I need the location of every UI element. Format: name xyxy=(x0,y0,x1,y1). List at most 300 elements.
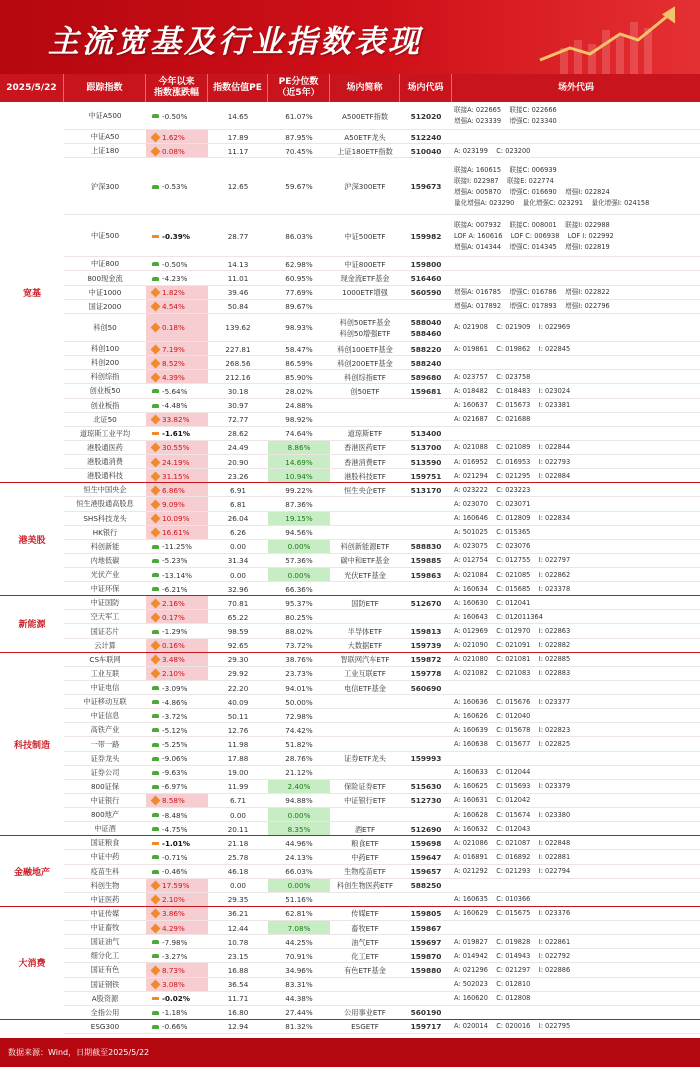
category-label: 宽基 xyxy=(0,102,64,483)
ytd-value: -0.53% xyxy=(162,182,188,192)
otc-codes xyxy=(452,144,700,158)
ytd-change xyxy=(146,822,208,836)
pe-percentile: 27.44% xyxy=(285,1008,313,1018)
etf-name: 中证银行ETF xyxy=(344,796,386,806)
otc-codes xyxy=(452,158,700,214)
index-name: 中证酒 xyxy=(94,824,116,834)
ytd-value: -1.29% xyxy=(162,627,188,637)
pe-percentile: 74.42% xyxy=(285,725,313,735)
index-name: 800证保 xyxy=(90,781,120,791)
etf-name xyxy=(330,413,400,427)
etf-name: 科创200ETF基金 xyxy=(337,358,393,368)
otc-code-line: A: 160626 C: 012040 xyxy=(454,711,531,720)
etf-name: 现金流ETF基金 xyxy=(340,274,390,283)
otc-codes xyxy=(452,399,700,413)
table-row xyxy=(0,723,700,737)
pe-value: 40.09 xyxy=(227,697,249,707)
etf-code: 159673 xyxy=(410,182,442,192)
up-arrow-icon xyxy=(151,146,161,156)
pe-percentile: 83.31% xyxy=(285,980,313,990)
etf-name: 工业互联ETF xyxy=(344,669,386,679)
down-arrow-icon xyxy=(152,700,159,704)
pe-percentile: 60.95% xyxy=(285,274,313,283)
down-arrow-icon xyxy=(152,686,159,690)
ytd-change xyxy=(146,850,208,864)
otc-codes xyxy=(452,780,700,794)
otc-code-line: A: 160625 C: 015693 I: 023379 xyxy=(454,782,571,791)
ytd-change xyxy=(146,1020,208,1034)
table-row xyxy=(0,780,700,794)
otc-code-line: A: 016891 C: 016892 I: 022881 xyxy=(454,852,571,861)
ytd-change xyxy=(146,512,208,526)
etf-code: 159657 xyxy=(410,867,442,877)
pe-percentile: 70.91% xyxy=(285,951,313,961)
pe-value: 16.80 xyxy=(227,1008,249,1018)
ytd-value: 17.59% xyxy=(162,881,190,891)
table-row xyxy=(0,865,700,879)
pe-value: 6.71 xyxy=(229,796,246,806)
ytd-value: -8.48% xyxy=(162,810,188,820)
down-arrow-icon xyxy=(152,630,159,634)
ytd-change xyxy=(146,257,208,271)
pe-percentile: 44.96% xyxy=(285,838,313,848)
pe-percentile: 72.98% xyxy=(285,711,313,721)
etf-code xyxy=(400,526,452,540)
table-row xyxy=(0,568,700,582)
otc-codes xyxy=(452,794,700,808)
pe-value: 12.65 xyxy=(227,182,249,192)
pe-percentile: 0.00% xyxy=(268,568,330,582)
etf-name xyxy=(330,512,400,526)
otc-code-line: A: 021084 C: 021085 I: 022862 xyxy=(454,570,571,579)
pe-percentile: 0.00% xyxy=(268,808,330,822)
ytd-value: 3.48% xyxy=(162,655,185,665)
etf-name: 保险证券ETF xyxy=(344,782,386,792)
ytd-value: 8.52% xyxy=(162,358,185,368)
banner-title: 主流宽基及行业指数表现 xyxy=(48,24,422,60)
table-row xyxy=(0,497,700,511)
etf-code xyxy=(400,766,452,780)
otc-code-line: 联接A: 007932 联接C: 008001 联接I: 022988 xyxy=(454,220,610,229)
etf-code: 510040 xyxy=(410,146,442,156)
pe-value: 92.65 xyxy=(227,641,249,651)
ytd-change xyxy=(146,949,208,963)
index-name: 国证芯片 xyxy=(90,626,120,636)
etf-name: 上证180ETF指数 xyxy=(337,146,393,156)
otc-codes xyxy=(452,1020,700,1034)
pe-value: 70.81 xyxy=(227,598,249,608)
pe-percentile: 23.73% xyxy=(285,669,313,679)
etf-name: 畜牧ETF xyxy=(351,923,379,933)
table-row xyxy=(0,907,700,921)
down-arrow-icon xyxy=(152,432,159,435)
index-name: 证券公司 xyxy=(90,767,120,777)
pe-value: 19.00 xyxy=(227,768,249,778)
otc-code-line: A: 021082 C: 021083 I: 022883 xyxy=(454,669,571,678)
pe-value: 14.65 xyxy=(227,111,249,121)
etf-name xyxy=(330,526,400,540)
ytd-change xyxy=(146,978,208,992)
index-name: 中证500 xyxy=(90,231,120,241)
ytd-change xyxy=(146,723,208,737)
pe-percentile: 62.98% xyxy=(285,259,313,269)
index-name: 中证医药 xyxy=(90,894,120,904)
ytd-change xyxy=(146,568,208,582)
otc-code-line: 联接A: 160615 联接C: 006939 xyxy=(454,165,557,174)
table-row xyxy=(0,399,700,413)
pe-percentile: 19.15% xyxy=(268,512,330,526)
ytd-value: 24.19% xyxy=(162,457,190,467)
pe-percentile: 28.76% xyxy=(285,754,313,764)
etf-name: 科创生物医药ETF xyxy=(336,881,394,891)
pe-value: 6.91 xyxy=(229,485,246,495)
ytd-change xyxy=(146,158,208,214)
otc-code-line: 增强A: 016785 增强C: 016786 增强I: 022822 xyxy=(454,288,610,297)
table-row xyxy=(0,526,700,540)
etf-code: 159751 xyxy=(410,471,442,481)
header-pct: PE分位数 （近5年） xyxy=(268,74,330,102)
etf-name: 电信ETF基金 xyxy=(344,683,386,693)
etf-code: 159993 xyxy=(410,754,442,764)
header-off: 场外代码 xyxy=(557,82,594,93)
pe-percentile: 2.40% xyxy=(268,780,330,794)
table-row xyxy=(0,879,700,893)
otc-codes xyxy=(452,370,700,384)
ytd-change xyxy=(146,483,208,497)
ytd-value: 2.10% xyxy=(162,669,185,679)
etf-code: 513590 xyxy=(410,457,442,467)
pe-value: 227.81 xyxy=(225,344,251,354)
pe-value: 212.16 xyxy=(225,372,251,382)
otc-codes xyxy=(452,723,700,737)
ytd-change xyxy=(146,963,208,977)
otc-codes xyxy=(452,992,700,1006)
up-arrow-icon xyxy=(151,612,161,622)
otc-code-line: A: 021908 C: 021909 I: 022969 xyxy=(454,323,571,332)
ytd-value: -0.71% xyxy=(162,852,188,862)
etf-code xyxy=(400,413,452,427)
category-label: 大消费 xyxy=(0,907,64,1020)
table-row xyxy=(0,427,700,441)
index-name: 国证2000 xyxy=(88,301,122,311)
table-row xyxy=(0,286,700,300)
down-arrow-icon xyxy=(152,997,159,1000)
pe-value: 98.59 xyxy=(227,627,249,637)
up-arrow-icon xyxy=(151,344,161,354)
banner xyxy=(0,0,700,74)
otc-codes xyxy=(452,850,700,864)
ytd-change xyxy=(146,907,208,921)
pe-value: 20.90 xyxy=(227,457,249,467)
pe-percentile: 28.02% xyxy=(285,386,313,396)
pe-value: 6.26 xyxy=(229,528,246,538)
header-date: 2025/5/22 xyxy=(0,74,64,102)
pe-percentile: 10.94% xyxy=(268,469,330,483)
ytd-change xyxy=(146,399,208,413)
etf-code: 159800 xyxy=(410,259,442,269)
etf-code: 159778 xyxy=(410,669,442,679)
ytd-change xyxy=(146,413,208,427)
etf-name: 公用事业ETF xyxy=(344,1008,386,1018)
pe-percentile: 94.88% xyxy=(285,796,313,806)
ytd-value: 0.18% xyxy=(162,323,185,333)
otc-code-line: A: 021088 C: 021089 I: 022844 xyxy=(454,443,571,452)
table-row xyxy=(0,836,700,850)
etf-name: ESGETF xyxy=(351,1022,379,1032)
table-row xyxy=(0,949,700,963)
ytd-change xyxy=(146,681,208,695)
ytd-value: -0.46% xyxy=(162,867,188,877)
pe-percentile: 62.81% xyxy=(285,909,313,919)
ytd-change xyxy=(146,554,208,568)
otc-codes xyxy=(452,865,700,879)
up-arrow-icon xyxy=(151,669,161,679)
down-arrow-icon xyxy=(152,728,159,732)
pe-value: 11.17 xyxy=(227,146,249,156)
index-name: 港股通消费 xyxy=(87,457,123,467)
otc-code-line: A: 160629 C: 015675 I: 023376 xyxy=(454,909,571,918)
up-arrow-icon xyxy=(151,909,161,919)
otc-code-line: A: 023222 C: 023223 xyxy=(454,485,531,494)
table-row xyxy=(0,102,700,130)
etf-code: 513170 xyxy=(410,485,442,495)
ytd-value: -9.06% xyxy=(162,754,188,764)
otc-code-line: 联接I: 022987 联接E: 022774 xyxy=(454,176,554,185)
pe-value: 139.62 xyxy=(225,323,251,333)
pe-percentile: 24.88% xyxy=(285,401,313,411)
header-code: 场内代码 xyxy=(400,74,452,102)
otc-code-line: 增强A: 017892 增强C: 017893 增强I: 022796 xyxy=(454,302,610,311)
pe-value: 6.81 xyxy=(229,499,246,509)
up-arrow-icon xyxy=(151,881,161,891)
otc-code-line: LOF A: 160616 LOF C: 006938 LOF I: 022992 xyxy=(454,231,614,240)
etf-name: 国防ETF xyxy=(351,598,379,608)
index-name: 中证信息 xyxy=(90,711,120,721)
index-name: 科创50 xyxy=(93,322,117,332)
otc-codes xyxy=(452,667,700,681)
ytd-value: -1.18% xyxy=(162,1008,188,1018)
pe-percentile: 87.95% xyxy=(285,132,313,142)
pe-value: 11.01 xyxy=(227,274,249,283)
pe-value: 36.54 xyxy=(227,980,249,990)
otc-code-line: A: 160631 C: 012042 xyxy=(454,796,531,805)
down-arrow-icon xyxy=(152,757,159,761)
otc-code-line: A: 021080 C: 021081 I: 022885 xyxy=(454,655,571,664)
table-row xyxy=(0,596,700,610)
pe-value: 11.99 xyxy=(227,782,249,792)
index-name: 中证畜牧 xyxy=(90,923,120,933)
ytd-value: -5.25% xyxy=(162,740,188,749)
etf-code: 512670 xyxy=(410,598,442,608)
etf-code: 512020 xyxy=(410,111,442,121)
pe-percentile: 98.92% xyxy=(285,415,313,425)
pe-value: 0.00 xyxy=(229,570,246,580)
table-row xyxy=(0,653,700,667)
etf-name: 中证800ETF xyxy=(344,259,386,269)
etf-code: 560690 xyxy=(410,683,442,693)
index-name: 国证钢铁 xyxy=(90,979,120,989)
table-row xyxy=(0,130,700,144)
ytd-change xyxy=(146,455,208,469)
etf-code: 159867 xyxy=(410,923,442,933)
pe-value: 22.20 xyxy=(227,683,249,693)
etf-name xyxy=(330,582,400,596)
ytd-value: -0.39% xyxy=(162,231,190,241)
etf-code: 159739 xyxy=(410,641,442,651)
index-name: 中证1000 xyxy=(88,287,122,297)
ytd-change xyxy=(146,102,208,130)
ytd-change xyxy=(146,610,208,624)
category-divider xyxy=(0,835,700,836)
ytd-change xyxy=(146,342,208,356)
up-arrow-icon xyxy=(151,514,161,524)
header-ytd: 今年以来 指数涨跌幅 xyxy=(146,74,208,102)
up-arrow-icon xyxy=(151,598,161,608)
table-row xyxy=(0,441,700,455)
pe-percentile: 87.36% xyxy=(285,499,313,509)
pe-percentile: 66.03% xyxy=(285,867,313,877)
table-row xyxy=(0,554,700,568)
otc-code-line: 量化增强A: 023290 量化增强C: 023291 量化增强I: 024158 xyxy=(454,198,650,207)
table-row xyxy=(0,893,700,907)
etf-name: 港股科技ETF xyxy=(344,471,386,481)
etf-code: 159717 xyxy=(410,1022,442,1032)
etf-name: 半导体ETF xyxy=(347,627,383,637)
ytd-value: -3.72% xyxy=(162,711,188,721)
table-row xyxy=(0,1006,700,1020)
index-name: 中证银行 xyxy=(90,795,120,805)
up-arrow-icon xyxy=(151,485,161,495)
otc-codes xyxy=(452,314,700,342)
index-name: 中证A50 xyxy=(90,132,120,142)
index-table xyxy=(0,102,700,1034)
table-row xyxy=(0,667,700,681)
down-arrow-icon xyxy=(152,870,159,874)
up-arrow-icon xyxy=(151,415,161,425)
otc-code-line: A: 160646 C: 012809 I: 022834 xyxy=(454,514,571,523)
ytd-value: 2.16% xyxy=(162,598,185,608)
ytd-value: -11.25% xyxy=(162,542,192,552)
etf-name: 化工ETF xyxy=(351,951,379,961)
ytd-change xyxy=(146,596,208,610)
down-arrow-icon xyxy=(152,389,159,393)
index-name: 中证800 xyxy=(90,259,120,269)
pe-percentile: 86.59% xyxy=(285,358,313,368)
table-row xyxy=(0,737,700,751)
pe-value: 28.77 xyxy=(227,231,249,241)
ytd-change xyxy=(146,893,208,907)
index-name: 一带一路 xyxy=(90,739,120,749)
ytd-value: 4.29% xyxy=(162,923,185,933)
category-divider xyxy=(0,1019,700,1020)
otc-code-line: A: 160639 C: 015678 I: 022823 xyxy=(454,725,571,734)
etf-name xyxy=(330,808,400,822)
etf-name: 香港消费ETF xyxy=(344,457,386,467)
ytd-value: -6.97% xyxy=(162,782,188,792)
etf-code xyxy=(400,582,452,596)
up-arrow-icon xyxy=(151,302,161,312)
pe-percentile: 89.67% xyxy=(285,302,313,312)
pe-percentile: 70.45% xyxy=(285,146,313,156)
table-row xyxy=(0,978,700,992)
otc-code-line: A: 160630 C: 012041 xyxy=(454,598,531,607)
table-row xyxy=(0,271,700,285)
table-row xyxy=(0,582,700,596)
otc-codes xyxy=(452,130,700,144)
etf-code xyxy=(400,610,452,624)
pe-percentile: 86.03% xyxy=(285,231,313,241)
up-arrow-icon xyxy=(151,923,161,933)
pe-value: 39.46 xyxy=(227,288,249,298)
pe-value: 17.89 xyxy=(227,132,249,142)
otc-codes xyxy=(452,540,700,554)
etf-name: 生物疫苗ETF xyxy=(344,867,386,877)
otc-codes xyxy=(452,356,700,370)
ytd-value: 7.19% xyxy=(162,344,185,354)
table-row xyxy=(0,639,700,653)
ytd-change xyxy=(146,879,208,893)
pe-percentile: 98.93% xyxy=(285,323,313,333)
up-arrow-icon xyxy=(151,641,161,651)
index-name: 科创新能 xyxy=(90,541,120,551)
otc-codes xyxy=(452,512,700,526)
otc-code-line: 增强A: 014344 增强C: 014345 增强I: 022819 xyxy=(454,242,610,251)
ytd-change xyxy=(146,935,208,949)
otc-codes xyxy=(452,752,700,766)
otc-code-line: A: 012969 C: 012970 I: 022863 xyxy=(454,627,571,636)
pe-percentile: 57.36% xyxy=(285,556,313,566)
ytd-change xyxy=(146,271,208,285)
ytd-change xyxy=(146,427,208,441)
ytd-change xyxy=(146,709,208,723)
otc-codes xyxy=(452,526,700,540)
pe-value: 20.11 xyxy=(227,824,249,834)
etf-name: 科创新能源ETF xyxy=(340,542,390,552)
etf-code: 159863 xyxy=(410,570,442,580)
otc-codes xyxy=(452,681,700,695)
pe-value: 65.22 xyxy=(227,612,249,622)
otc-codes xyxy=(452,879,700,893)
category-label: 新能源 xyxy=(0,596,64,652)
ytd-change xyxy=(146,992,208,1006)
etf-code: 159885 xyxy=(410,556,442,566)
index-name: 全指公用 xyxy=(90,1007,120,1017)
pe-value: 32.96 xyxy=(227,584,249,594)
table-row xyxy=(0,384,700,398)
pe-value: 46.18 xyxy=(227,867,249,877)
otc-codes xyxy=(452,963,700,977)
etf-code: 589680 xyxy=(410,372,442,382)
index-name: 中证A500 xyxy=(88,111,122,121)
etf-name: 沪深300ETF xyxy=(344,182,386,192)
index-name: 800地产 xyxy=(90,810,120,820)
pe-value: 17.88 xyxy=(227,754,249,764)
etf-code xyxy=(400,497,452,511)
otc-codes xyxy=(452,610,700,624)
category-divider xyxy=(0,652,700,653)
up-arrow-icon xyxy=(151,499,161,509)
pe-percentile: 8.86% xyxy=(268,441,330,455)
ytd-value: -4.75% xyxy=(162,824,188,834)
up-arrow-icon xyxy=(151,965,161,975)
ytd-change xyxy=(146,441,208,455)
pe-value: 14.13 xyxy=(227,259,249,269)
etf-name: A50ETF龙头 xyxy=(344,132,386,142)
index-name: 国证有色 xyxy=(90,965,120,975)
table-row xyxy=(0,540,700,554)
category-label: 港美股 xyxy=(0,483,64,596)
otc-codes xyxy=(452,822,700,836)
